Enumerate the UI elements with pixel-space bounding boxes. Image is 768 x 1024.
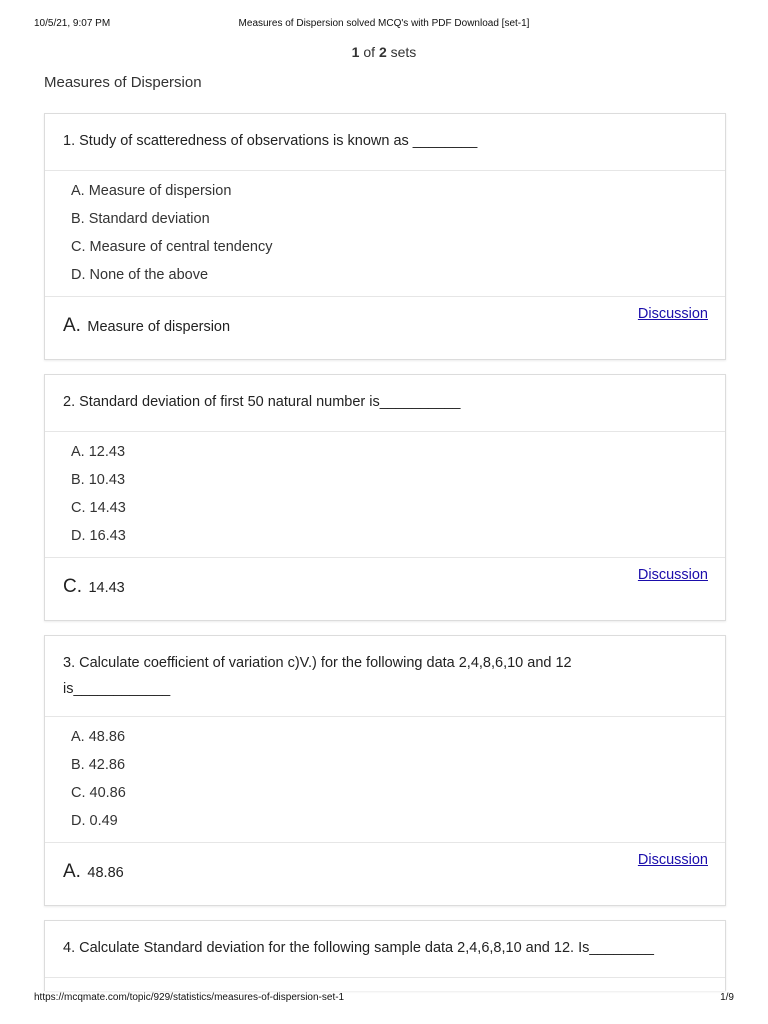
options-list (45, 171, 725, 297)
question-card-4 (44, 920, 726, 991)
answer-letter: A. (63, 861, 81, 882)
answer-row (45, 558, 725, 620)
option-b[interactable]: B. Standard deviation (71, 211, 210, 227)
answer-text: Measure of dispersion (87, 319, 231, 335)
correct-answer (63, 315, 230, 337)
question-card-1 (44, 113, 726, 360)
discussion-link[interactable]: Discussion (637, 567, 708, 583)
pager-suffix: sets (390, 44, 417, 60)
option-b[interactable]: B. 42.86 (71, 757, 126, 773)
options-list (45, 717, 725, 843)
print-page-number: 1/9 (720, 992, 734, 1003)
option-a[interactable]: A. 12.43 (71, 444, 126, 460)
pager-current: 1 (351, 44, 360, 60)
print-footer (34, 992, 734, 1004)
correct-answer (63, 861, 124, 883)
option-c[interactable]: C. 14.43 (71, 500, 126, 516)
question-text: 2. Standard deviation of first 50 natural number is__________ (45, 375, 725, 432)
answer-text: 14.43 (88, 580, 125, 596)
pager-of: of (363, 44, 376, 60)
page-title: Measures of Dispersion (44, 74, 202, 91)
answer-letter: A. (63, 315, 81, 336)
answer-letter: C. (63, 576, 82, 597)
answer-row (45, 297, 725, 359)
question-text: 3. Calculate coefficient of variation c)V.) for the following data 2,4,8,6,10 and 12 is____________ (45, 636, 725, 717)
option-a[interactable]: A. 48.86 (71, 729, 126, 745)
correct-answer (63, 576, 125, 598)
print-datetime: 10/5/21, 9:07 PM (34, 18, 111, 29)
discussion-link[interactable]: Discussion (637, 306, 708, 322)
question-text: 1. Study of scatteredness of observations is known as ________ (45, 114, 725, 171)
set-pager (0, 44, 768, 60)
answer-text: 48.86 (87, 865, 124, 881)
discussion-link[interactable]: Discussion (637, 852, 708, 868)
option-b[interactable]: B. 10.43 (71, 472, 126, 488)
question-text: 4. Calculate Standard deviation for the following sample data 2,4,6,8,10 and 12. Is________ (45, 921, 725, 978)
question-card-2 (44, 374, 726, 621)
option-c[interactable]: C. 40.86 (71, 785, 126, 801)
option-c[interactable]: C. Measure of central tendency (71, 239, 273, 255)
question-card-3 (44, 635, 726, 906)
pager-total: 2 (378, 44, 387, 60)
print-url: https://mcqmate.com/topic/929/statistics/measures-of-dispersion-set-1 (34, 992, 345, 1003)
print-header (34, 18, 734, 32)
option-a[interactable]: A. Measure of dispersion (71, 183, 232, 199)
option-d[interactable]: D. None of the above (71, 267, 209, 283)
option-d[interactable]: D. 16.43 (71, 528, 126, 544)
options-list (45, 432, 725, 558)
answer-row (45, 843, 725, 905)
option-d[interactable]: D. 0.49 (71, 813, 118, 829)
print-title: Measures of Dispersion solved MCQ's with PDF Download [set-1] (238, 18, 530, 29)
